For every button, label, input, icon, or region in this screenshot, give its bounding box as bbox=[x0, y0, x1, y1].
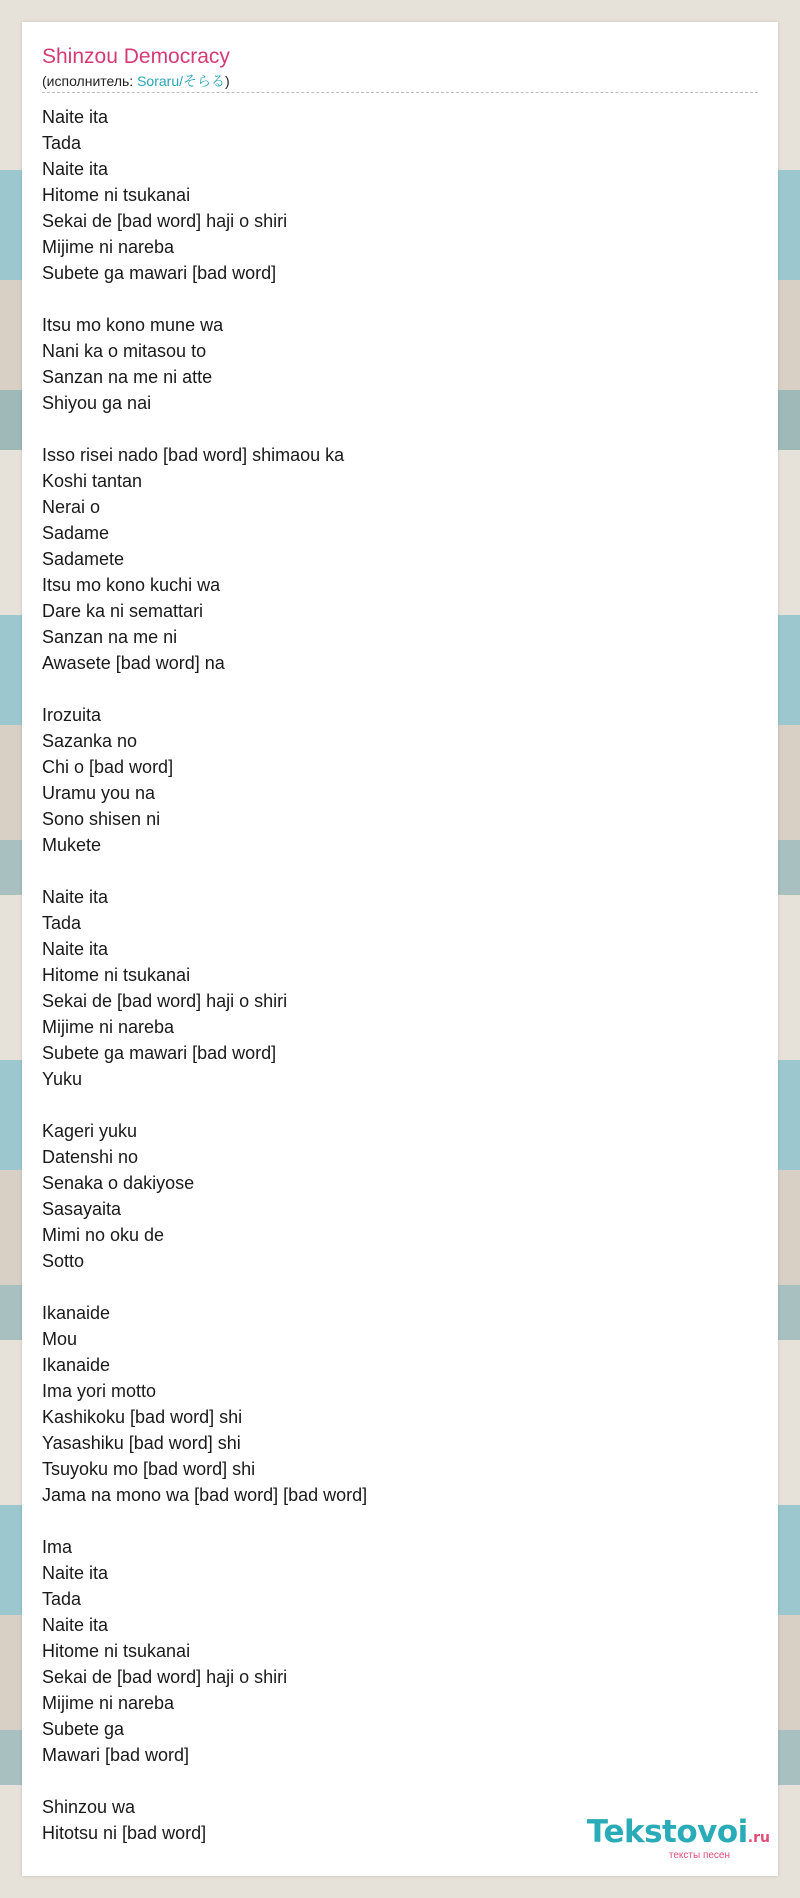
lyric-line: Naite ita bbox=[42, 159, 109, 179]
lyric-line: Ima bbox=[42, 1537, 73, 1557]
lyric-line: Sekai de [bad word] haji o shiri bbox=[42, 211, 288, 231]
lyric-line: Datenshi no bbox=[42, 1147, 139, 1167]
lyric-line bbox=[42, 1274, 758, 1300]
lyric-line: Mou bbox=[42, 1329, 78, 1349]
lyric-line: Nerai o bbox=[42, 497, 101, 517]
lyric-line: Awasete [bad word] na bbox=[42, 653, 225, 673]
lyric-line: Sotto bbox=[42, 1251, 85, 1271]
lyric-line bbox=[42, 286, 758, 312]
lyric-line: Itsu mo kono kuchi wa bbox=[42, 575, 221, 595]
lyric-line: Senaka o dakiyose bbox=[42, 1173, 195, 1193]
lyric-line: Tada bbox=[42, 133, 82, 153]
site-logo[interactable] bbox=[560, 1814, 770, 1864]
lyric-line: Sasayaita bbox=[42, 1199, 122, 1219]
lyric-line: Kashikoku [bad word] shi bbox=[42, 1407, 243, 1427]
lyric-line: Tsuyoku mo [bad word] shi bbox=[42, 1459, 256, 1479]
lyric-line: Naite ita bbox=[42, 1563, 109, 1583]
lyric-line: Jama na mono wa [bad word] [bad word] bbox=[42, 1485, 368, 1505]
artist-prefix: (исполнитель: bbox=[42, 73, 138, 89]
lyric-line: Hitome ni tsukanai bbox=[42, 965, 191, 985]
lyrics-text bbox=[42, 104, 758, 1846]
lyric-line: Dare ka ni semattari bbox=[42, 601, 204, 621]
lyric-line: Naite ita bbox=[42, 939, 109, 959]
lyric-line: Naite ita bbox=[42, 1615, 109, 1635]
lyric-line: Kageri yuku bbox=[42, 1121, 138, 1141]
lyric-line: Mukete bbox=[42, 835, 102, 855]
lyric-line: Sono shisen ni bbox=[42, 809, 161, 829]
lyric-line bbox=[42, 676, 758, 702]
lyric-line: Naite ita bbox=[42, 107, 109, 127]
lyric-line: Subete ga bbox=[42, 1719, 125, 1739]
lyric-line: Shinzou wa bbox=[42, 1797, 136, 1817]
lyric-line bbox=[42, 858, 758, 884]
lyric-line: Subete ga mawari [bad word] bbox=[42, 1043, 277, 1063]
lyric-line: Irozuita bbox=[42, 705, 102, 725]
lyric-line: Sadame bbox=[42, 523, 110, 543]
lyric-line: Mijime ni nareba bbox=[42, 1017, 175, 1037]
lyric-line: Ima yori motto bbox=[42, 1381, 157, 1401]
lyrics-page bbox=[22, 22, 778, 1876]
lyric-line: Nani ka o mitasou to bbox=[42, 341, 207, 361]
song-title: Shinzou Democracy bbox=[42, 45, 230, 68]
lyric-line: Mawari [bad word] bbox=[42, 1745, 190, 1765]
lyric-line bbox=[42, 416, 758, 442]
lyric-line: Ikanaide bbox=[42, 1303, 111, 1323]
lyric-line: Naite ita bbox=[42, 887, 109, 907]
lyric-line: Tada bbox=[42, 913, 82, 933]
lyric-line: Sekai de [bad word] haji o shiri bbox=[42, 1667, 288, 1687]
lyric-line: Shiyou ga nai bbox=[42, 393, 152, 413]
lyric-line: Sanzan na me ni atte bbox=[42, 367, 213, 387]
lyric-line: Mimi no oku de bbox=[42, 1225, 165, 1245]
lyric-line bbox=[42, 1092, 758, 1118]
lyric-line: Yuku bbox=[42, 1069, 83, 1089]
lyric-line: Sekai de [bad word] haji o shiri bbox=[42, 991, 288, 1011]
lyric-line: Uramu you na bbox=[42, 783, 156, 803]
lyric-line: Hitome ni tsukanai bbox=[42, 1641, 191, 1661]
lyric-line: Subete ga mawari [bad word] bbox=[42, 263, 277, 283]
artist-suffix: ) bbox=[225, 73, 230, 89]
lyric-line: Mijime ni nareba bbox=[42, 237, 175, 257]
lyric-line: Ikanaide bbox=[42, 1355, 111, 1375]
logo-tagline: тексты песен bbox=[668, 1850, 730, 1861]
lyric-line: Mijime ni nareba bbox=[42, 1693, 175, 1713]
title-divider bbox=[42, 92, 758, 93]
logo-name: Tekstovoi bbox=[586, 1814, 748, 1850]
artist-line bbox=[42, 72, 230, 90]
lyric-line: Hitome ni tsukanai bbox=[42, 185, 191, 205]
logo-tld: .ru bbox=[747, 1830, 770, 1846]
lyric-line: Hitotsu ni [bad word] bbox=[42, 1823, 207, 1843]
lyric-line: Koshi tantan bbox=[42, 471, 143, 491]
lyric-line bbox=[42, 1768, 758, 1794]
lyric-line: Tada bbox=[42, 1589, 82, 1609]
lyric-line: Isso risei nado [bad word] shimaou ka bbox=[42, 445, 345, 465]
artist-link[interactable]: Soraru/そらる bbox=[137, 73, 226, 89]
lyric-line: Itsu mo kono mune wa bbox=[42, 315, 224, 335]
lyric-line: Sadamete bbox=[42, 549, 125, 569]
lyric-line: Yasashiku [bad word] shi bbox=[42, 1433, 241, 1453]
lyric-line: Sazanka no bbox=[42, 731, 138, 751]
lyric-line: Chi o [bad word] bbox=[42, 757, 174, 777]
lyric-line bbox=[42, 1508, 758, 1534]
lyric-line: Sanzan na me ni bbox=[42, 627, 178, 647]
